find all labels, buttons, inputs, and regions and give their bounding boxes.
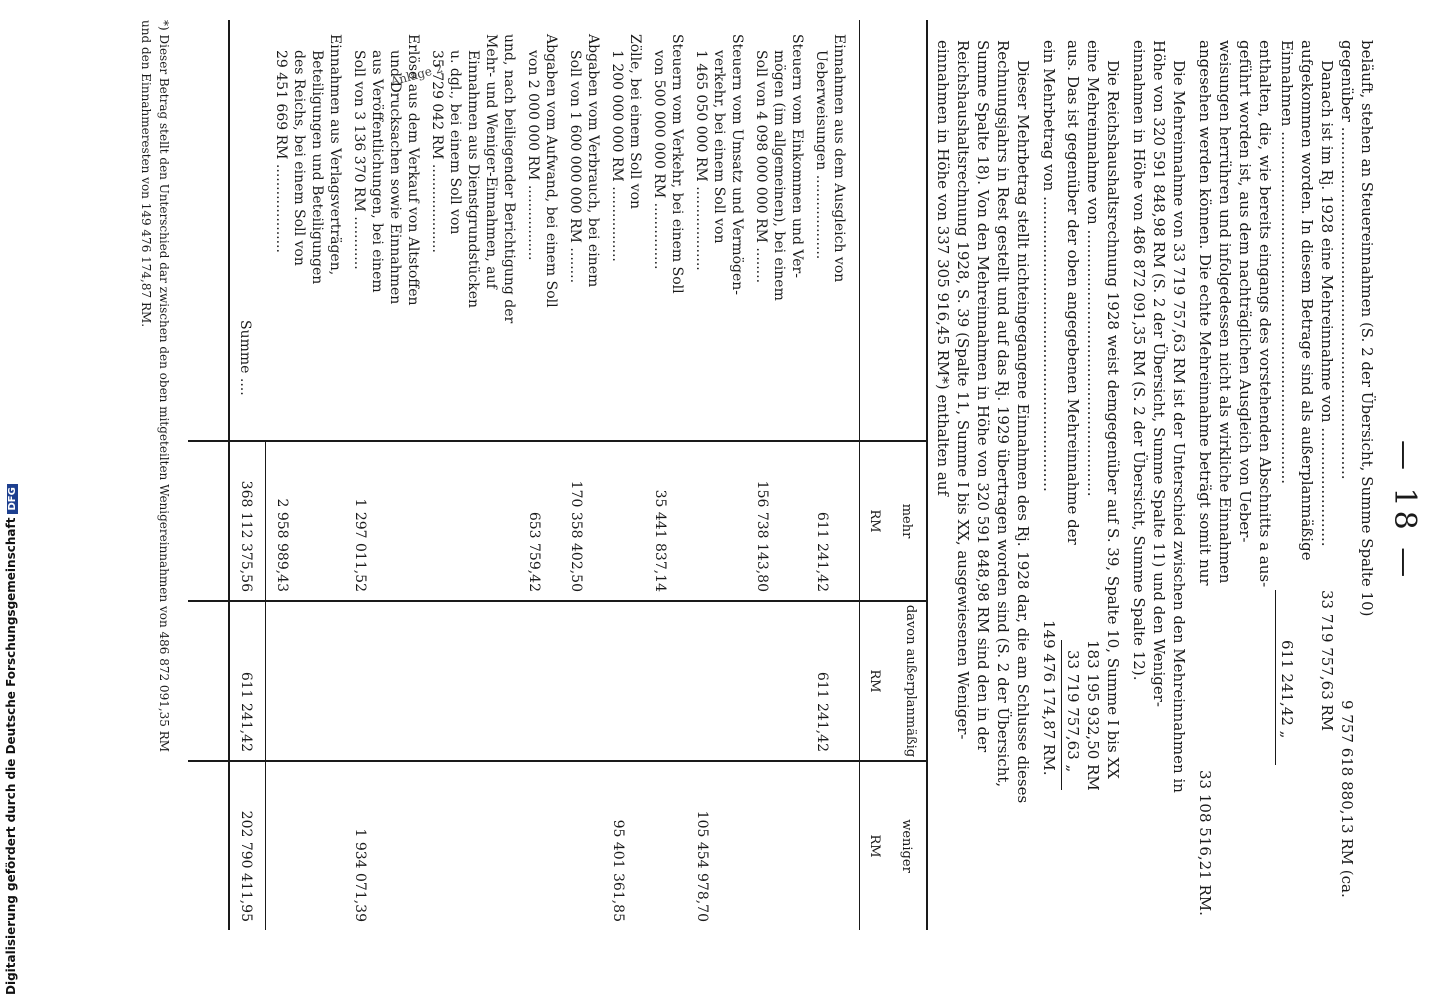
- row-label: Abgaben vom Aufwand, bei einem Soll: [543, 34, 559, 308]
- intro-line: angesehen werden können. Die echte Mehreinnahme beträgt somit nur: [1196, 40, 1214, 586]
- row-label: Einnahmen aus Dienstgrundstücken: [465, 50, 481, 309]
- header-mehr-unit: RM: [867, 509, 882, 533]
- row-label: Steuern vom Einkommen und Ver-: [789, 34, 805, 278]
- total-mehr: 368 112 375,56: [238, 480, 254, 592]
- row-label: Beteiligungen und Beteiligungen: [309, 50, 325, 285]
- row-label: 29 451 669 RM ....................: [273, 50, 289, 253]
- header-mehr: mehr: [899, 503, 914, 539]
- paragraph-line: Die Mehreinnahme von 33 719 757,63 RM ist der Unterschied zwischen den Mehreinnahmen in: [1170, 60, 1188, 793]
- row-label: 1 465 050 000 RM ...................: [693, 50, 709, 271]
- page-number: — 18 —: [1387, 440, 1422, 582]
- row-label: u. dgl., bei einem Soll von: [447, 50, 463, 235]
- funding-text: Digitalisierung gefördert durch die Deutsche Forschungsgemeinschaft: [4, 517, 18, 995]
- row-label: von 2 000 000 RM .................: [525, 50, 541, 261]
- table-col-divider: [188, 760, 928, 762]
- table-top-rule: [926, 20, 928, 930]
- paragraph-amount: 183 195 932,50 RM: [1084, 640, 1102, 791]
- funding-sidebar: [0, 0, 22, 1000]
- row-label: Soll von 1 600 000 000 RM ........: [567, 50, 583, 284]
- intro-line: weisungen herrühren und infolgedessen nicht als wirkliche Einnahmen: [1216, 40, 1234, 584]
- intro-amount: 33 108 516,21 RM.: [1196, 770, 1214, 916]
- intro-line: geführt worden ist, aus dem nachträglichen Ausgleich von Ueber-: [1236, 40, 1254, 543]
- header-ausserplanmaessig: davon außerplanmäßig: [903, 604, 918, 758]
- row-mehr: 156 738 143,80: [754, 480, 770, 592]
- intro-line: gegenüber ..........................................................................: [1338, 40, 1356, 480]
- intro-amount: 33 719 757,63 RM: [1318, 590, 1336, 732]
- row-weniger: 95 401 361,85: [610, 819, 626, 922]
- table-bottom-rule: [228, 20, 230, 930]
- funding-note: [4, 484, 18, 995]
- paragraph-amount: 149 476 174,87 RM.: [1040, 620, 1058, 776]
- row-weniger: 1 934 071,39: [352, 828, 368, 922]
- total-rule: [265, 442, 266, 930]
- table-header-rule: [859, 20, 860, 930]
- intro-line: Danach ist im Rj. 1928 eine Mehreinnahme von .........................: [1318, 60, 1336, 547]
- row-label: Soll von 3 136 370 RM ............: [351, 50, 367, 270]
- total-weniger: 202 790 411,95: [238, 810, 254, 922]
- row-mehr: 35 441 837,14: [652, 489, 668, 592]
- paragraph-line: Dieser Mehrbetrag stellt nichteingegangene Einnahmen des Rj. 1928 dar, die am Schlusse dieses: [1014, 60, 1032, 804]
- row-label: Einnahmen aus dem Ausgleich von: [831, 34, 847, 283]
- row-label: Zölle, bei einem Soll von: [627, 34, 643, 210]
- row-label: 35 729 042 RM ....................: [429, 50, 445, 253]
- header-ausserplanmaessig-unit: RM: [867, 669, 882, 693]
- total-ausserplan: 611 241,42: [238, 671, 254, 752]
- row-weniger: 105 454 978,70: [694, 810, 710, 922]
- row-label: Steuern vom Umsatz und Vermögen-: [729, 34, 745, 296]
- header-weniger: weniger: [899, 819, 914, 873]
- paragraph-amount: 33 719 757,63 „: [1064, 650, 1082, 773]
- row-label: des Reichs, bei einem Soll von: [291, 50, 307, 266]
- row-mehr: 170 358 402,50: [568, 480, 584, 592]
- intro-line: aufgekommen worden. In diesem Betrage sind als außerplanmäßige: [1298, 40, 1316, 561]
- paragraph-line: einnahmen in Höhe von 486 872 091,35 RM (S. 2 der Übersicht, Summe Spalte 12).: [1130, 40, 1148, 681]
- row-label: aus Veröffentlichungen, bei einem: [369, 50, 385, 293]
- paragraph-line: aus. Das ist gegenüber der oben angegebenen Mehreinnahme der: [1064, 40, 1082, 545]
- sum-rule: [1061, 640, 1062, 790]
- row-mehr: 1 297 011,52: [352, 498, 368, 592]
- row-label: Soll von 4 098 000 000 RM ........: [753, 50, 769, 284]
- paragraph-line: einnahmen in Höhe von 337 305 916,45 RM*) enthalten auf: [934, 40, 952, 496]
- intro-line: enthalten, die, wie bereits eingangs des vorstehenden Abschnitts a aus-: [1256, 40, 1274, 588]
- paragraph-line: Rechnungsjahrs in Rest gestellt und auf das Rj. 1929 übertragen worden sind (S. 2 der Übersicht,: [994, 40, 1012, 788]
- row-label: und Drucksachen sowie Einnahmen: [387, 50, 403, 305]
- intro-amount: 9 757 618 880,13 RM (ca.: [1338, 700, 1356, 898]
- row-mehr: 653 759,42: [526, 511, 542, 592]
- row-label: Mehr- und Weniger-Einnahmen, auf: [483, 34, 499, 289]
- paragraph-line: ein Mehrbetrag von ..............................................................: [1040, 40, 1058, 492]
- row-mehr: 2 958 989,43: [274, 498, 290, 592]
- intro-line: beläuft, stehen an Steuereinnahmen (S. 2 der Übersicht, Summe Spalte 10): [1358, 40, 1376, 617]
- row-label: Ueberweisungen ...................: [813, 50, 829, 260]
- paragraph-line: Die Reichshaushaltsrechnung 1928 weist demgegenüber auf S. 39, Spalte 10, Summe I bis XX: [1104, 60, 1122, 779]
- intro-line: Einnahmen ..........................................................................: [1278, 40, 1296, 485]
- side-stamp: Anlage 2: [389, 61, 445, 89]
- footnote-line: *) Dieser Betrag stellt den Unterschied dar zwischen den oben mitgeteilten Wenigereinnahmen von 486 872 091,35 RM: [157, 20, 171, 753]
- intro-amount: 611 241,42 „: [1278, 640, 1296, 739]
- row-mehr: 611 241,42: [814, 511, 830, 592]
- total-label: Summe ....: [237, 320, 253, 396]
- dfg-logo-icon: DFG: [7, 484, 18, 513]
- row-label: Erlöse aus dem Verkauf von Altstoffen: [405, 34, 421, 306]
- row-ausserplan: 611 241,42: [814, 671, 830, 752]
- row-label: mögen (im allgemeinen), bei einem: [771, 50, 787, 301]
- row-label: von 500 000 000 RM ...............: [651, 50, 667, 270]
- row-label: und, nach beiliegender Berichtigung der: [501, 34, 517, 324]
- header-weniger-unit: RM: [867, 834, 882, 858]
- row-label: Einnahmen aus Verlagsverträgen,: [327, 34, 343, 276]
- paragraph-line: eine Mehreinnahme von ........................................................: [1084, 40, 1102, 497]
- row-label: verkehr, bei einem Soll von: [711, 50, 727, 244]
- row-label: Steuern vom Verkehr, bei einem Soll: [669, 34, 685, 294]
- footnote-line: und den Einnahmeresten von 149 476 174,87 RM.: [139, 20, 153, 328]
- paragraph-line: Höhe von 320 591 848,98 RM (S. 2 der Übersicht, Summe Spalte 11) und den Weniger-: [1150, 40, 1168, 707]
- row-label: 1 200 000 000 RM .................: [609, 50, 625, 262]
- row-label: Abgaben vom Verbrauch, bei einem: [585, 34, 601, 288]
- paragraph-line: Summe Spalte 18). Von den Mehreinnahmen in Höhe von 320 591 848,98 RM sind den in der: [974, 40, 992, 753]
- sum-rule: [1275, 590, 1276, 765]
- paragraph-line: Reichshaushaltsrechnung 1928, S. 39 (Spalte 11, Summe I bis XX, ausgewiesenen Weniger-: [954, 40, 972, 740]
